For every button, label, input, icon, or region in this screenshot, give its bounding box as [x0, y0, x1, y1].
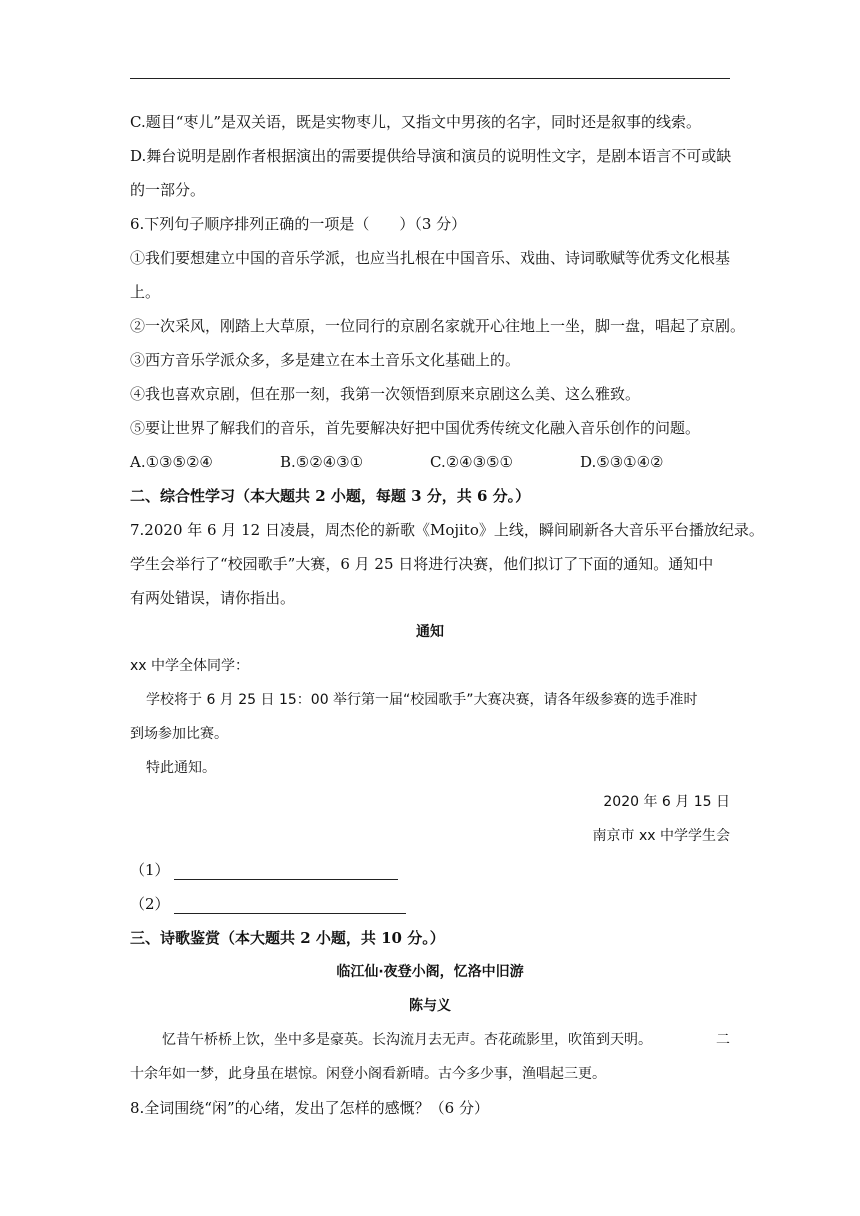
notice-salutation: xx 中学全体同学： — [130, 658, 250, 674]
question-7-line-2: 学生会举行了“校园歌手”大赛，6 月 25 日将进行决赛，他们拟订了下面的通知。通知中 — [130, 555, 714, 573]
option-b[interactable]: B.⑤②④③① — [280, 453, 364, 471]
question-7-line-1: 7.2020 年 6 月 12 日凌晨，周杰伦的新歌《Mojito》上线，瞬间刷新各大音乐平台播放纪录。 — [130, 521, 764, 539]
notice-signature: 南京市 xx 中学学生会 — [592, 828, 730, 844]
sentence-5: ⑤要让世界了解我们的音乐，首先要解决好把中国优秀传统文化融入音乐创作的问题。 — [130, 419, 701, 437]
question-6: 6.下列句子顺序排列正确的一项是（ ）（3 分） — [130, 215, 467, 233]
option-c-choice[interactable]: C.②④③⑤① — [430, 453, 513, 471]
option-d-line-1: D.舞台说明是剧作者根据演出的需要提供给导演和演员的说明性文字，是剧本语言不可或缺 — [130, 147, 732, 165]
option-c: C.题目“枣儿”是双关语，既是实物枣儿，又指文中男孩的名字，同时还是叙事的线索。 — [130, 113, 702, 131]
answer-line-2 — [130, 894, 730, 914]
answer-1-label: （1） — [130, 861, 170, 879]
poem-line-1-text: 忆昔午桥桥上饮，坐中多是豪英。长沟流月去无声。杏花疏影里，吹笛到天明。 — [162, 1032, 652, 1048]
answer-line-1 — [130, 860, 730, 880]
answer-2-blank[interactable] — [174, 898, 406, 914]
section-3-heading: 三、诗歌鉴赏（本大题共 2 小题，共 10 分。） — [130, 929, 445, 947]
notice-closing: 特此通知。 — [146, 760, 216, 776]
option-d-line-2: 的一部分。 — [130, 181, 206, 199]
sentence-4: ④我也喜欢京剧，但在那一刻，我第一次领悟到原来京剧这么美、这么雅致。 — [130, 385, 641, 403]
question-7-line-3: 有两处错误，请你指出。 — [130, 589, 296, 607]
sentence-1-line-2: 上。 — [130, 283, 161, 301]
option-a[interactable]: A.①③⑤②④ — [130, 453, 213, 471]
notice-title: 通知 — [416, 624, 444, 640]
answer-1-blank[interactable] — [174, 864, 398, 880]
sentence-2: ②一次采风，刚踏上大草原，一位同行的京剧名家就开心往地上一坐，脚一盘，唱起了京剧。 — [130, 317, 746, 335]
sentence-3: ③西方音乐学派众多，多是建立在本土音乐文化基础上的。 — [130, 351, 521, 369]
sentence-1-line-1: ①我们要想建立中国的音乐学派，也应当扎根在中国音乐、戏曲、诗词歌赋等优秀文化根基 — [130, 249, 731, 267]
question-8: 8.全词围绕“闲”的心绪，发出了怎样的感慨？（6 分） — [130, 1099, 489, 1117]
header-rule — [130, 78, 730, 79]
option-d-choice[interactable]: D.⑤③①④② — [580, 453, 664, 471]
notice-body-line-1: 学校将于 6 月 25 日 15：00 举行第一届“校园歌手”大赛决赛，请各年级参赛的选手准时 — [146, 692, 698, 708]
notice-body-line-2: 到场参加比赛。 — [130, 726, 228, 742]
poem-line-1-tail: 二 — [716, 1032, 730, 1048]
question-6-options — [130, 452, 730, 472]
poem-line-2: 十余年如一梦，此身虽在堪惊。闲登小阁看新晴。古今多少事，渔唱起三更。 — [130, 1066, 606, 1082]
answer-2-label: （2） — [130, 895, 170, 913]
poem-line-1 — [162, 1030, 730, 1050]
poem-author: 陈与义 — [409, 998, 451, 1014]
notice-date: 2020 年 6 月 15 日 — [603, 794, 730, 810]
section-2-heading: 二、综合性学习（本大题共 2 小题，每题 3 分，共 6 分。） — [130, 487, 531, 505]
poem-title: 临江仙·夜登小阁，忆洛中旧游 — [336, 964, 524, 980]
